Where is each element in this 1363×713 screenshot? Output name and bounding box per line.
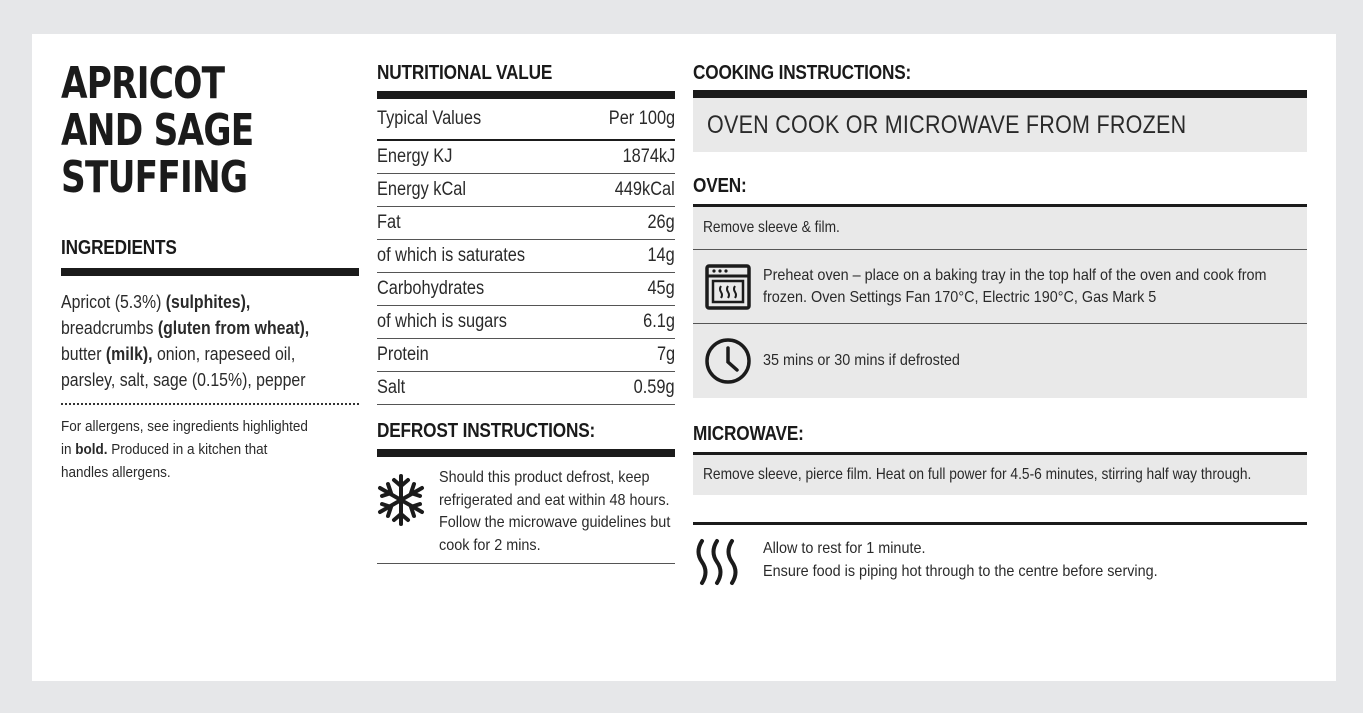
nutrition-heading: NUTRITIONAL VALUE xyxy=(377,62,553,84)
text-line xyxy=(61,415,329,438)
defrost-heading: DEFROST INSTRUCTIONS: xyxy=(377,420,596,442)
nutrient-label: Fat xyxy=(377,212,401,233)
text-segment: For allergens, see ingredients highlighted xyxy=(61,418,308,435)
cook-time-text: 35 mins or 30 mins if defrosted xyxy=(763,352,960,369)
snowflake-icon xyxy=(377,467,439,563)
oven-heading: OVEN: xyxy=(693,175,747,197)
microwave-step: Remove sleeve, pierce film. Heat on full power for 4.5-6 minutes, stirring half way through. xyxy=(693,455,1307,495)
text-segment: onion, rapeseed oil, xyxy=(152,344,296,364)
nutrition-row xyxy=(377,174,675,207)
text-line xyxy=(61,367,323,393)
cooking-divider xyxy=(693,90,1307,98)
title-line: AND SAGE xyxy=(61,105,254,156)
nutrition-divider xyxy=(377,91,675,99)
title-line: APRICOT xyxy=(61,58,225,109)
nutrient-label: Energy kCal xyxy=(377,179,467,200)
preheat-text: Preheat oven – place on a baking tray in the top half of the oven and cook from frozen. Oven Settings Fan 170°C, Electric 190°C, Gas Mark 5 xyxy=(763,266,1267,306)
text-segment: parsley, salt, sage (0.15%), pepper xyxy=(61,370,306,390)
cooking-method-banner: OVEN COOK OR MICROWAVE FROM FROZEN xyxy=(693,98,1307,152)
microwave-heading: MICROWAVE: xyxy=(693,423,804,445)
product-label-card xyxy=(32,34,1336,681)
nutrition-row xyxy=(377,240,675,273)
text-line xyxy=(61,461,329,484)
nutrient-value: 26g xyxy=(647,212,675,233)
nutrient-value: 7g xyxy=(656,344,675,365)
text-segment: breadcrumbs xyxy=(61,318,158,338)
nutrition-row xyxy=(377,207,675,240)
text-segment: Apricot (5.3%) xyxy=(61,292,166,312)
allergen-note xyxy=(61,415,359,484)
nutrition-row xyxy=(377,372,675,405)
oven-step-time xyxy=(693,324,1307,398)
oven-step-remove: Remove sleeve & film. xyxy=(693,207,1307,250)
rest-text: Allow to rest for 1 minute. Ensure food is piping hot through to the centre before serving. xyxy=(763,540,1158,580)
cooking-column xyxy=(693,60,1307,592)
product-title xyxy=(61,60,359,201)
nutrition-table xyxy=(377,99,675,405)
ingredients-divider xyxy=(61,268,359,276)
defrost-divider xyxy=(377,449,675,457)
nutrient-value: 449kCal xyxy=(615,179,675,200)
nutrition-row xyxy=(377,141,675,174)
nutrient-value: 1874kJ xyxy=(622,146,675,167)
text-line xyxy=(61,438,329,461)
allergen-highlight: bold. xyxy=(75,441,108,458)
nutrient-label: of which is saturates xyxy=(377,245,526,266)
nutrient-label: Carbohydrates xyxy=(377,278,485,299)
allergen-highlight: (sulphites), xyxy=(165,292,251,312)
allergen-highlight: (gluten from wheat), xyxy=(157,318,310,338)
nutrition-header-row xyxy=(377,99,675,141)
oven-steps xyxy=(693,207,1307,398)
text-segment: handles allergens. xyxy=(61,464,171,481)
product-column xyxy=(61,60,359,484)
text-line xyxy=(61,289,323,315)
nutrition-header-label: Typical Values xyxy=(377,108,482,129)
text-line xyxy=(61,315,323,341)
nutrition-row xyxy=(377,273,675,306)
nutrition-column xyxy=(377,60,675,564)
allergen-highlight: (milk), xyxy=(105,344,153,364)
defrost-instructions xyxy=(377,457,675,564)
text-segment: in xyxy=(61,441,76,458)
nutrition-header-value: Per 100g xyxy=(608,108,675,129)
nutrient-value: 14g xyxy=(647,245,675,266)
nutrient-label: Salt xyxy=(377,377,406,398)
nutrient-label: Energy KJ xyxy=(377,146,453,167)
steam-icon xyxy=(693,537,763,592)
text-segment: butter xyxy=(61,344,106,364)
text-segment: Produced in a kitchen that xyxy=(107,441,268,458)
dotted-divider xyxy=(61,403,359,405)
defrost-text: Should this product defrost, keep refrigerated and eat within 48 hours. Follow the microwave guidelines but cook for 2 mins. xyxy=(439,469,671,554)
rest-instructions xyxy=(693,525,1307,592)
nutrient-value: 0.59g xyxy=(634,377,675,398)
nutrition-row xyxy=(377,306,675,339)
title-line: STUFFING xyxy=(61,152,248,203)
nutrient-label: Protein xyxy=(377,344,429,365)
oven-icon xyxy=(693,264,763,310)
nutrition-row xyxy=(377,339,675,372)
nutrient-label: of which is sugars xyxy=(377,311,507,332)
ingredients-list xyxy=(61,289,359,393)
nutrient-value: 45g xyxy=(647,278,675,299)
oven-step-preheat xyxy=(693,250,1307,324)
text-line xyxy=(61,341,323,367)
clock-icon xyxy=(693,337,763,385)
ingredients-heading: INGREDIENTS xyxy=(61,237,177,259)
nutrient-value: 6.1g xyxy=(643,311,675,332)
cooking-heading: COOKING INSTRUCTIONS: xyxy=(693,62,912,84)
